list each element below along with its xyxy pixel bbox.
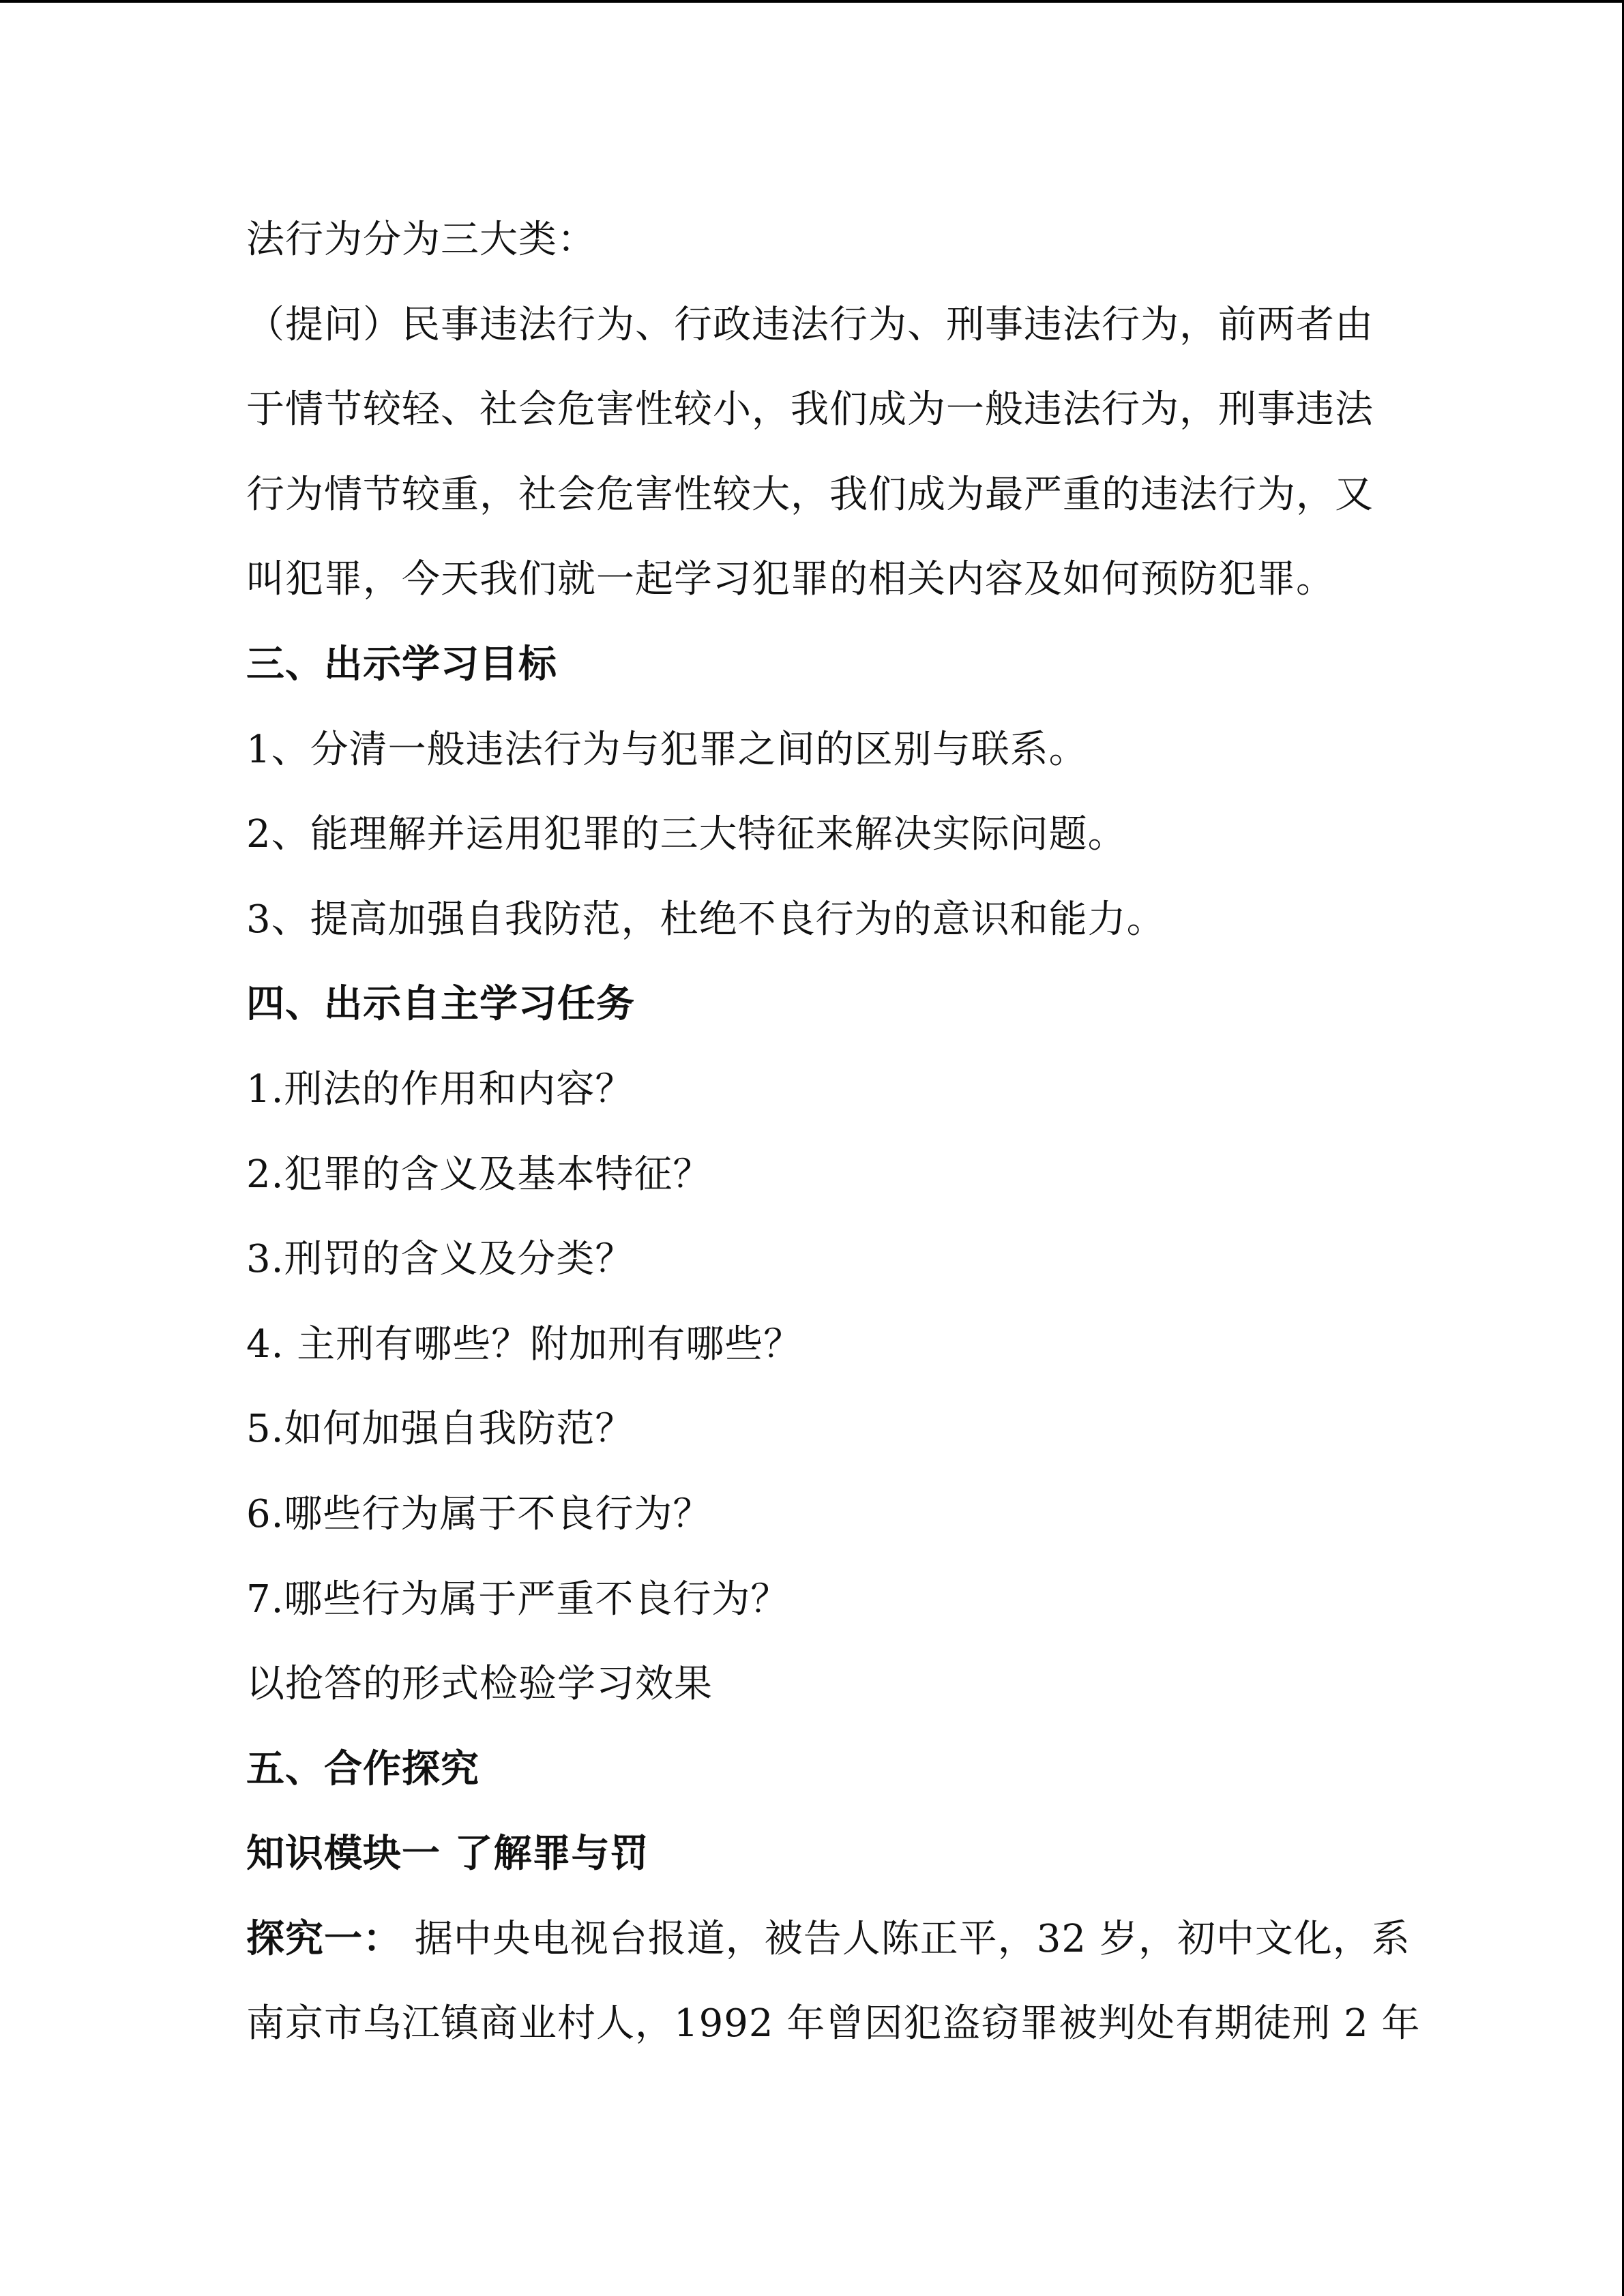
inquiry-label: 探究一： bbox=[246, 1916, 402, 1961]
document-page bbox=[246, 198, 1421, 2067]
objective-item: 3、提高加强自我防范，杜绝不良行为的意识和能力。 bbox=[246, 897, 1166, 942]
inquiry-text: 据中央电视台报道，被告人陈正平，32 岁，初中文化，系 bbox=[402, 1916, 1411, 1961]
task-item: 7.哪些行为属于严重不良行为？ bbox=[246, 1577, 790, 1622]
task-item: 5.如何加强自我防范？ bbox=[246, 1407, 634, 1452]
task-item: 1.刑法的作用和内容？ bbox=[246, 1067, 634, 1112]
paragraph-line: 以抢答的形式检验学习效果 bbox=[246, 1662, 713, 1707]
task-item: 4. 主刑有哪些？附加刑有哪些？ bbox=[246, 1322, 803, 1367]
objective-item: 1、分清一般违法行为与犯罪之间的区别与联系。 bbox=[246, 727, 1088, 772]
page-top-border bbox=[0, 0, 1624, 3]
inquiry-paragraph-line bbox=[246, 1897, 1411, 1982]
paragraph-line: 行为情节较重，社会危害性较大，我们成为最严重的违法行为，又 bbox=[246, 472, 1374, 517]
section-heading-tasks: 四、出示自主学习任务 bbox=[246, 982, 635, 1027]
section-heading-objectives: 三、出示学习目标 bbox=[246, 642, 557, 687]
paragraph-line: 法行为分为三大类： bbox=[246, 218, 596, 262]
paragraph-line: 于情节较轻、社会危害性较小，我们成为一般违法行为，刑事违法 bbox=[246, 387, 1374, 432]
task-item: 3.刑罚的含义及分类？ bbox=[246, 1237, 634, 1282]
paragraph-line: （提问）民事违法行为、行政违法行为、刑事违法行为，前两者由 bbox=[246, 302, 1374, 347]
paragraph-line: 叫犯罪，今天我们就一起学习犯罪的相关内容及如何预防犯罪。 bbox=[246, 557, 1335, 602]
module-heading: 知识模块一 了解罪与罚 bbox=[246, 1832, 649, 1877]
paragraph-line: 南京市乌江镇商业村人，1992 年曾因犯盗窃罪被判处有期徒刑 2 年 bbox=[246, 2001, 1421, 2046]
task-item: 6.哪些行为属于不良行为？ bbox=[246, 1491, 712, 1536]
task-item: 2.犯罪的含义及基本特征？ bbox=[246, 1152, 712, 1197]
section-heading-cooperation: 五、合作探究 bbox=[246, 1746, 479, 1791]
objective-item: 2、能理解并运用犯罪的三大特征来解决实际问题。 bbox=[246, 812, 1127, 857]
